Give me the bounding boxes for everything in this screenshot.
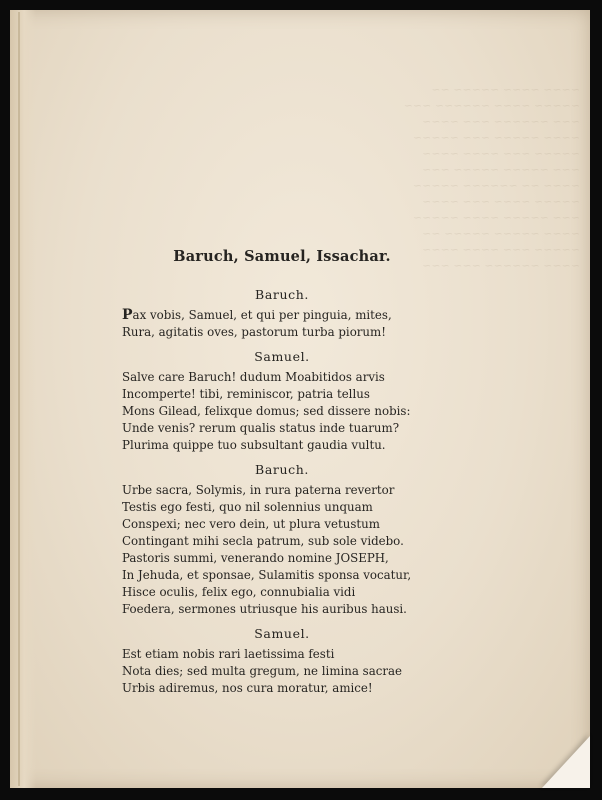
show-through-texture: ~~~~ ~~~~ ~~~~~ ~~ ~~~~~ ~~~~ ~~~~~~ ~~~ ~~~ ~~~~~~ ~~~ ~~~~ ~~~~ ~~~~~ ~~~ ~~~~~ ~~~~~ ~~~ ~~~~ ~~~~ ~~~ ~~~~~ ~~~~~ ~~~ ~~~~ ~~ ~~~~~~ ~~~~~ ~~~~~ ~~~~ ~~~ ~~~~ ~~~ ~~~~~ ~~~~ ~~~~~ ~~~~ ~~~~~ ~~~~~ ~~ ~~~~~ ~~~ ~~~~ ~~~~ ~~~~ ~~~~~~ ~~~ ~~~ <box>403 83 580 272</box>
verse-stanza <box>122 369 442 454</box>
binding-edge <box>18 12 20 786</box>
verse-line: Salve care Baruch! dudum Moabitidos arvis <box>122 370 385 384</box>
verse-stanza <box>122 482 442 618</box>
verse-line: Est etiam nobis rari laetissima festi <box>122 647 335 661</box>
verse-stanza <box>122 307 442 341</box>
speaker-label: Baruch. <box>255 462 309 477</box>
poem <box>122 248 442 705</box>
poem-title: Baruch, Samuel, Issachar. <box>173 248 391 265</box>
verse-line: Urbe sacra, Solymis, in rura paterna revertor <box>122 483 395 497</box>
verse-line: Unde venis? rerum qualis status inde tuarum? <box>122 421 400 435</box>
binding-gutter <box>10 10 36 788</box>
verse-line: Testis ego festi, quo nil solennius unquam <box>122 500 373 514</box>
verse-line: Incomperte! tibi, reminiscor, patria tellus <box>122 387 370 401</box>
speaker-label: Baruch. <box>255 287 309 302</box>
verse-line: Hisce oculis, felix ego, connubialia vidi <box>122 585 356 599</box>
verse-line: Foedera, sermones utriusque his auribus hausi. <box>122 602 407 616</box>
verse-line: Urbis adiremus, nos cura moratur, amice! <box>122 681 373 695</box>
verse-line: Pastoris summi, venerando nomine JOSEPH, <box>122 551 389 565</box>
verse-stanza <box>122 646 442 697</box>
verse-line: Conspexi; nec vero dein, ut plura vetustum <box>122 517 380 531</box>
initial-letter: P <box>122 307 133 323</box>
verse-line: Pax vobis, Samuel, et qui per pinguia, mites, <box>122 307 392 323</box>
verse-line: Nota dies; sed multa gregum, ne limina sacrae <box>122 664 403 678</box>
verse-line: Contingant mihi secla patrum, sub sole videbo. <box>122 534 404 548</box>
speaker-label: Samuel. <box>254 349 310 364</box>
folded-page-corner <box>542 736 590 788</box>
verse-line: Plurima quippe tuo subsultant gaudia vultu. <box>122 438 386 452</box>
verse-line: In Jehuda, et sponsae, Sulamitis sponsa vocatur, <box>122 568 412 582</box>
speaker-label: Samuel. <box>254 626 310 641</box>
verse-line: Rura, agitatis oves, pastorum turba piorum! <box>122 325 386 339</box>
page <box>10 10 590 788</box>
verse-line: Mons Gilead, felixque domus; sed dissere nobis: <box>122 404 411 418</box>
